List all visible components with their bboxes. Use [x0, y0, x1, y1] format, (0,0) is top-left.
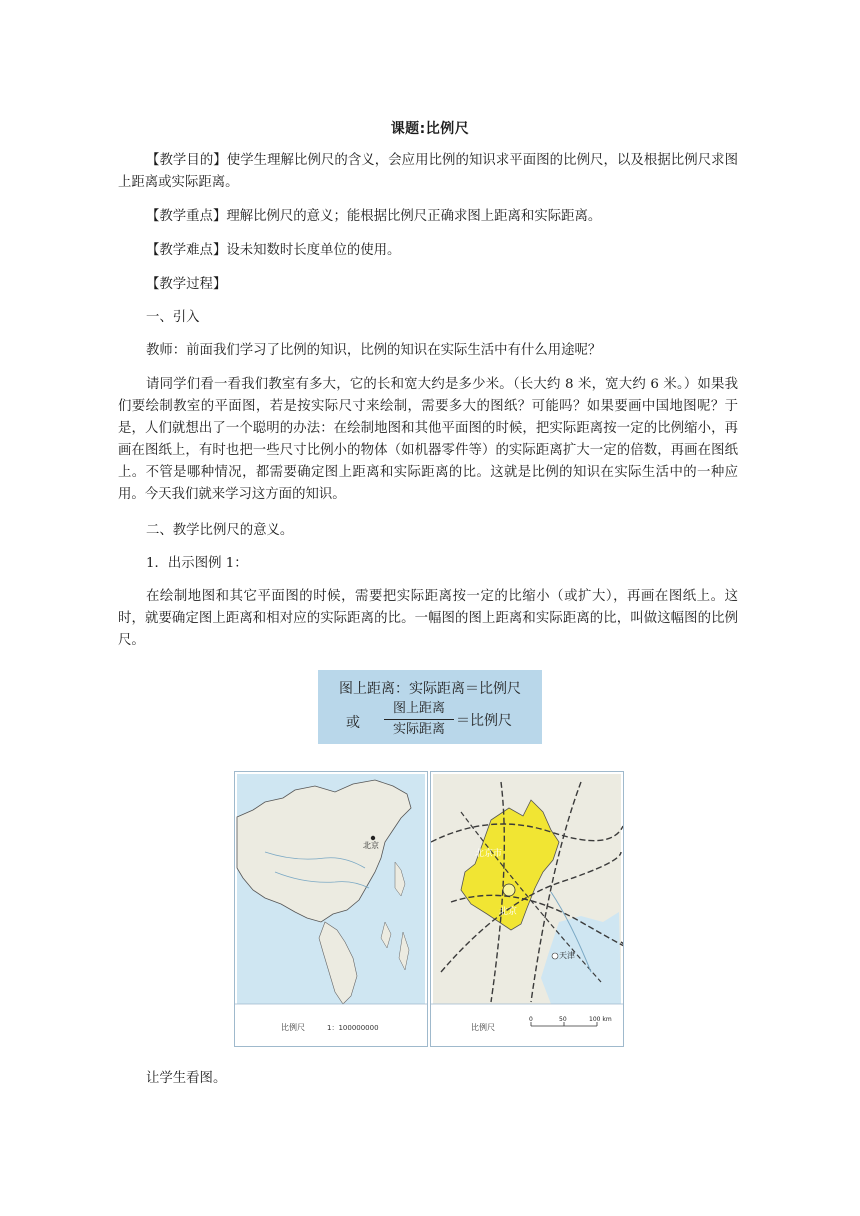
- fraction-numerator: 图上距离: [392, 701, 445, 716]
- paragraph-introduction: 请同学们看一看我们教室有多大，它的长和宽大约是多少米。（长大约 8 米，宽大约 6 米。）如果我们要绘制教室的平面图，若是按实际尺寸来绘制，需要多大的图纸？可能吗？如果要画中国地图呢？于是，人们就想出了一个聪明的办法：在绘制地图和其他平面图的时候，把实际距离按一定的比例缩小，再画在图纸上，有时也把一些尺寸比例小的物体（如机器零件等）的实际距离扩大一定的倍数，再画在图纸上。不管是哪种情况，都需要确定图上距离和实际距离的比。这就是比例的知识在实际生活中的一种应用。今天我们就来学习这方面的知识。: [118, 377, 738, 502]
- beijing-center-marker: [503, 884, 515, 896]
- paragraph-process-heading: 【教学过程】: [146, 277, 227, 292]
- paragraph-example-one: 1．出示图例 1：: [146, 556, 248, 571]
- fraction-denominator: 实际距离: [392, 722, 445, 737]
- formula-equals: ＝比例尺: [456, 713, 512, 729]
- paragraph-look-at-map: 让学生看图。: [146, 1071, 227, 1086]
- scale-tick-0: 0: [529, 1016, 533, 1023]
- beijing-marker: [371, 836, 375, 840]
- china-map: [235, 772, 427, 1046]
- paragraph-key-point: 【教学重点】理解比例尺的意义；能根据比例尺正确求图上距离和实际距离。: [146, 209, 602, 224]
- beijing-map-panel: [430, 771, 624, 1047]
- paragraph-difficulty: 【教学难点】设未知数时长度单位的使用。: [146, 243, 401, 258]
- scale-tick-50: 50: [559, 1016, 567, 1023]
- china-map-panel: [234, 771, 428, 1047]
- left-scale-value: 1：100000000: [327, 1024, 379, 1032]
- formula-fraction: [384, 700, 454, 739]
- scale-formula-box: [318, 670, 542, 744]
- beijing-label: 北京: [363, 841, 379, 850]
- page-title: 课题:比例尺: [390, 121, 470, 137]
- formula-ratio: 图上距离：实际距离＝比例尺: [339, 681, 521, 697]
- right-scale-label: 比例尺: [471, 1023, 495, 1032]
- map-figure: [234, 771, 624, 1047]
- tianjin-label: 天津: [559, 951, 575, 960]
- paragraph-objective: 【教学目的】使学生理解比例尺的含义，会应用比例的知识求平面图的比例尺，以及根据比例尺求图上距离或实际距离。: [118, 153, 738, 190]
- fraction-bar: [384, 719, 454, 720]
- left-scale-label: 比例尺: [281, 1023, 305, 1032]
- beijing-city-label: 北京市: [475, 849, 503, 859]
- beijing-map: [431, 772, 623, 1046]
- paragraph-teacher: 教师：前面我们学习了比例的知识，比例的知识在实际生活中有什么用途呢？: [146, 343, 602, 358]
- paragraph-section-one: 一、引入: [146, 310, 200, 325]
- formula-or: 或: [346, 715, 360, 731]
- paragraph-section-two: 二、教学比例尺的意义。: [146, 523, 294, 538]
- paragraph-definition: 在绘制地图和其它平面图的时候，需要把实际距离按一定的比缩小（或扩大），再画在图纸上。这时，就要确定图上距离和相对应的实际距离的比。一幅图的图上距离和实际距离的比，叫做这幅图的比例尺。: [118, 589, 738, 648]
- tianjin-marker: [552, 953, 558, 959]
- beijing-center-label: 北京: [499, 907, 518, 917]
- scale-tick-100: 100 km: [589, 1016, 612, 1023]
